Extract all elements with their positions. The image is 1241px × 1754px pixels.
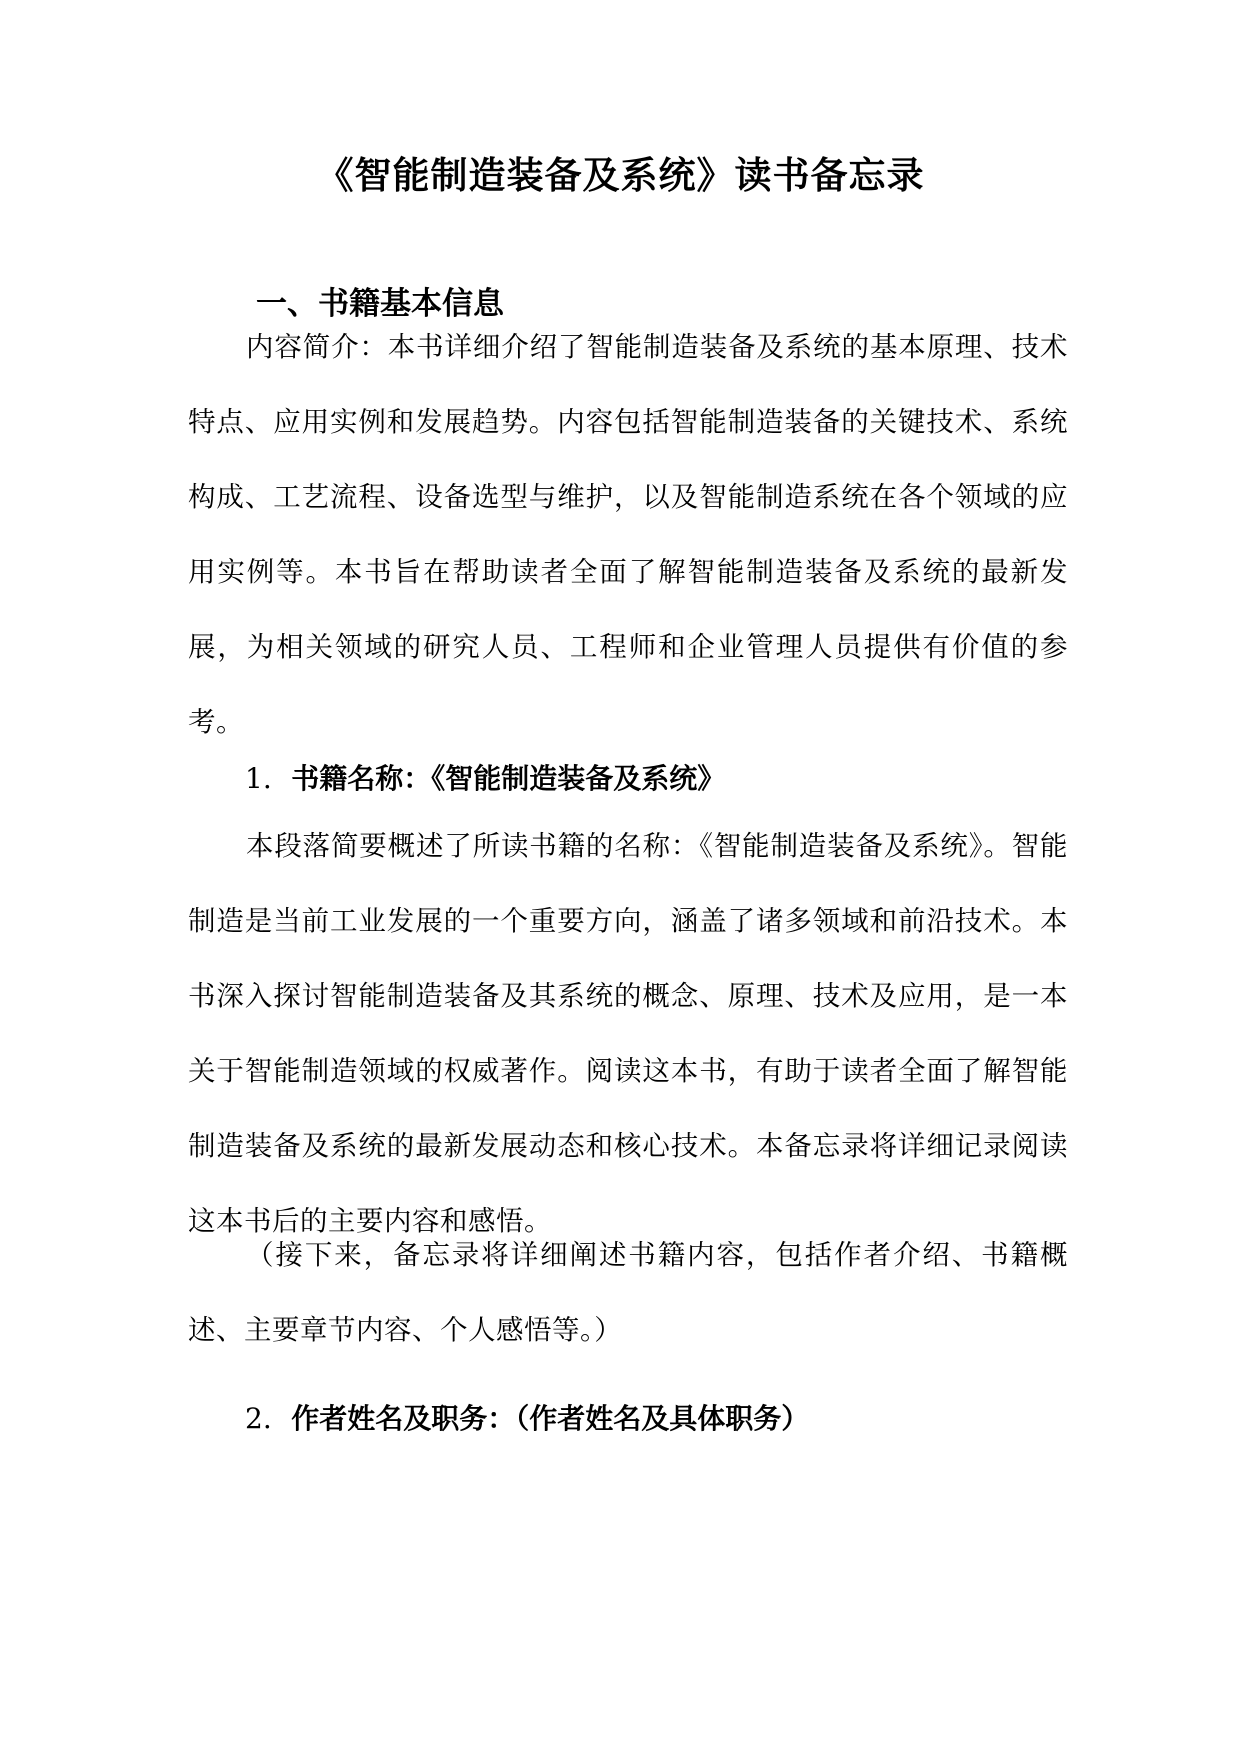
item-heading-author: [245, 1397, 809, 1441]
item-number: 1.: [245, 762, 272, 795]
note-paragraph: （接下来，备忘录将详细阐述书籍内容，包括作者介绍、书籍概述、主要章节内容、个人感悟等。）: [188, 1239, 1068, 1346]
item-heading-book-name: [245, 757, 725, 801]
section-heading-basic-info: 一、书籍基本信息: [256, 286, 504, 322]
item-heading-text: 书籍名称：《智能制造装备及系统》: [291, 762, 726, 795]
item-heading-text: 作者姓名及职务：（作者姓名及具体职务）: [291, 1402, 810, 1435]
book-name-paragraph: 本段落简要概述了所读书籍的名称：《智能制造装备及系统》。智能制造是当前工业发展的一个重要方向，涵盖了诸多领域和前沿技术。本书深入探讨智能制造装备及其系统的概念、原理、技术及应用，是一本关于智能制造领域的权威著作。阅读这本书，有助于读者全面了解智能制造装备及系统的最新发展动态和核心技术。本备忘录将详细记录阅读这本书后的主要内容和感悟。: [188, 830, 1068, 1237]
document-title: 《智能制造装备及系统》读书备忘录: [316, 154, 925, 197]
intro-paragraph: 内容简介：本书详细介绍了智能制造装备及系统的基本原理、技术特点、应用实例和发展趋势。内容包括智能制造装备的关键技术、系统构成、工艺流程、设备选型与维护，以及智能制造系统在各个领域的应用实例等。本书旨在帮助读者全面了解智能制造装备及系统的最新发展，为相关领域的研究人员、工程师和企业管理人员提供有价值的参考。: [188, 331, 1068, 738]
item-number: 2.: [245, 1402, 272, 1435]
